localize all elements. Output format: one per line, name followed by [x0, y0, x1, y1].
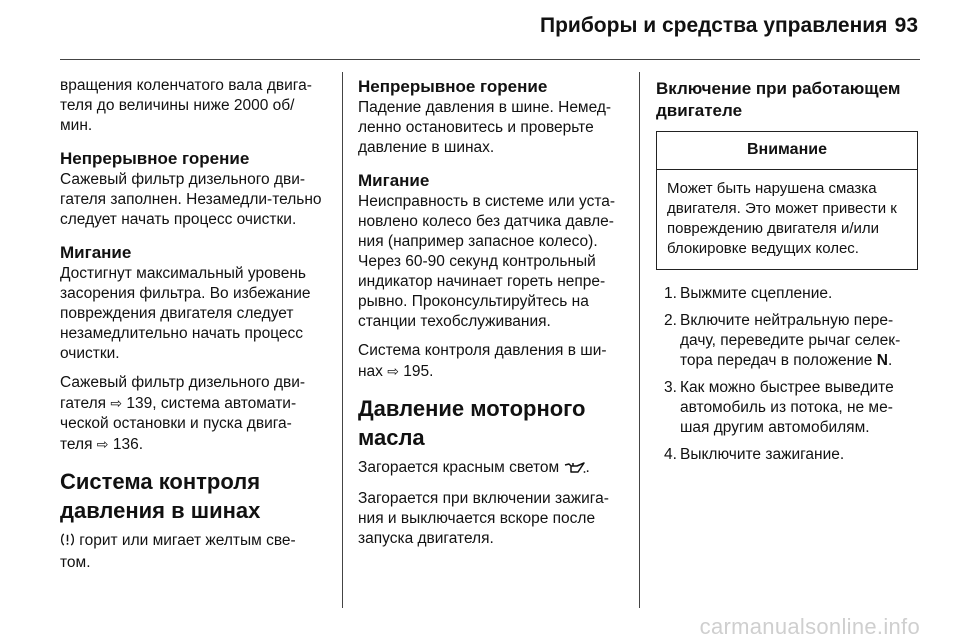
- list-item: 1. Выжмите сцепление.: [664, 285, 833, 302]
- heading-engine-running: Включение при работающем двигателе: [656, 79, 901, 120]
- page-ref-arrow-icon: ⇨: [110, 395, 123, 411]
- heading-blinking: Мигание: [60, 243, 132, 262]
- paragraph-blinking: Достигнут максимальный уровень засорения фильтра. Во избежание повреждения двигателя следует незамедлительно начать процесс очистки.: [60, 265, 311, 362]
- page-ref-139[interactable]: 139: [126, 395, 153, 412]
- section-title-oil-pressure: Давление моторного масла: [358, 396, 586, 450]
- column-divider-2: [639, 72, 640, 608]
- tire-pressure-warning-icon: [60, 532, 75, 553]
- page-ref-arrow-icon: ⇨: [387, 363, 399, 379]
- steps-list: [656, 284, 918, 465]
- paragraph-tire-ref: Система контроля давления в ши-нах ⇨ 195.: [358, 342, 607, 380]
- warning-title: Внимание: [657, 132, 917, 170]
- warning-text: Может быть нарушена смазка двигателя. Это может привести к повреждению двигателя и/или блокировке ведущих колес.: [667, 180, 897, 257]
- intro-paragraph: вращения коленчатого вала двига-теля до величины ниже 2000 об/мин.: [60, 77, 312, 134]
- header-divider: [60, 59, 920, 60]
- oil-can-icon: [564, 460, 586, 480]
- list-item: 4. Выключите зажигание.: [664, 446, 845, 463]
- heading-blinking-2: Мигание: [358, 171, 430, 190]
- page-title: Приборы и средства управления: [540, 14, 888, 37]
- heading-continuous: Непрерывное горение: [60, 149, 250, 168]
- paragraph-oil-pressure: Загорается красным светом .: [358, 458, 623, 480]
- column-1: [60, 76, 322, 582]
- warning-box: [656, 131, 918, 270]
- column-2: [358, 76, 623, 558]
- paragraph-tire-pressure: горит или мигает желтым све-том.: [60, 532, 296, 571]
- paragraph-continuous: Сажевый фильтр дизельного дви-гателя заполнен. Незамедли-тельно следует начать процесс очистки.: [60, 171, 322, 228]
- list-item: 3. Как можно быстрее выведите автомобиль из потока, не ме-шая другим автомобилям.: [664, 379, 894, 436]
- page-ref-195[interactable]: 195: [403, 363, 430, 380]
- page-ref-136[interactable]: 136: [112, 436, 139, 453]
- page-number: 93: [894, 14, 918, 37]
- list-item: 2. Включите нейтральную пере-дачу, переведите рычаг селек-тора передач в положение N.: [664, 312, 901, 369]
- paragraph-oil-ignition: Загорается при включении зажига-ния и выключается вскоре после запуска двигателя.: [358, 490, 609, 547]
- heading-continuous-2: Непрерывное горение: [358, 77, 548, 96]
- column-divider-1: [342, 72, 343, 608]
- page-ref-arrow-icon: ⇨: [96, 436, 109, 452]
- column-3: [656, 78, 918, 472]
- watermark: carmanualsonline.info: [699, 614, 920, 639]
- paragraph-filter-refs: Сажевый фильтр дизельного дви-гателя ⇨ 139, система автомати-ческой остановки и пуска двига-теля ⇨ 136.: [60, 374, 306, 453]
- section-title-tire-pressure: Система контроля давления в шинах: [60, 469, 261, 523]
- paragraph-blinking-2: Неисправность в системе или уста-новлено колесо без датчика давле-ния (например запасное колесо). Через 60-90 секунд контрольный индикатор начинает гореть непре-рывно. Проконсультируйтесь на станции техобслуживания.: [358, 193, 616, 330]
- paragraph-continuous-2: Падение давления в шине. Немед-ленно остановитесь и проверьте давление в шинах.: [358, 99, 612, 156]
